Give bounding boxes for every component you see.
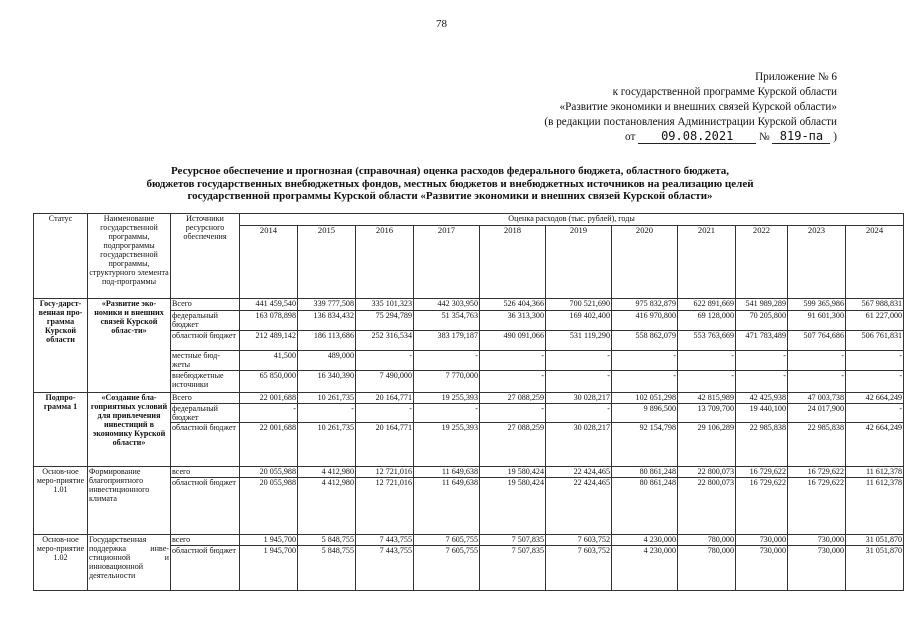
value-cell: 22 424,465: [546, 467, 612, 478]
value-cell: 16 729,622: [736, 478, 788, 535]
header-year: 2024: [846, 226, 904, 299]
value-cell: 91 601,300: [788, 311, 846, 331]
value-cell: 507 764,686: [788, 331, 846, 351]
value-cell: 553 763,669: [678, 331, 736, 351]
value-cell: 42 664,249: [846, 393, 904, 404]
value-cell: 75 294,789: [356, 311, 414, 331]
source-cell: всего: [171, 467, 240, 478]
value-cell: 22 800,073: [678, 467, 736, 478]
value-cell: 31 051,870: [846, 535, 904, 546]
source-cell: областной бюджет: [171, 331, 240, 351]
value-cell: 65 850,000: [240, 371, 298, 393]
value-cell: 30 028,217: [546, 393, 612, 404]
source-cell: Всего: [171, 299, 240, 311]
value-cell: 19 580,424: [480, 467, 546, 478]
decree-number: 819-па: [772, 130, 830, 144]
value-cell: 780,000: [678, 535, 736, 546]
value-cell: 102 051,298: [612, 393, 678, 404]
table-row: [34, 467, 904, 478]
value-cell: 7 605,755: [414, 535, 480, 546]
value-cell: 70 205,800: [736, 311, 788, 331]
value-cell: 136 834,432: [298, 311, 356, 331]
value-cell: 975 832,879: [612, 299, 678, 311]
value-cell: 80 861,248: [612, 467, 678, 478]
close-paren: ): [833, 131, 837, 143]
value-cell: -: [546, 351, 612, 371]
source-cell: внебюджетные источники: [171, 371, 240, 393]
title-line: Ресурсное обеспечение и прогнозная (справочная) оценка расходов федерального бюджета, областного бюджета,: [170, 165, 730, 177]
value-cell: 30 028,217: [546, 423, 612, 467]
source-cell: федеральный бюджет: [171, 404, 240, 423]
value-cell: 24 017,900: [788, 404, 846, 423]
value-cell: 19 440,100: [736, 404, 788, 423]
value-cell: 7 443,755: [356, 535, 414, 546]
value-cell: 212 489,142: [240, 331, 298, 351]
value-cell: 11 649,638: [414, 467, 480, 478]
program-name-cell: Формирование благоприятного инвестиционного климата: [88, 467, 171, 535]
value-cell: 16 729,622: [736, 467, 788, 478]
value-cell: -: [414, 351, 480, 371]
table-row: [34, 535, 904, 546]
value-cell: -: [846, 371, 904, 393]
value-cell: 4 230,000: [612, 535, 678, 546]
value-cell: 780,000: [678, 546, 736, 591]
value-cell: -: [788, 371, 846, 393]
value-cell: 7 770,000: [414, 371, 480, 393]
status-cell: Основ-ное меро-приятие 1.01: [34, 467, 88, 535]
value-cell: 1 945,700: [240, 546, 298, 591]
status-cell: Подпро-грамма 1: [34, 393, 88, 467]
value-cell: 541 989,289: [736, 299, 788, 311]
source-cell: областной бюджет: [171, 478, 240, 535]
table-row: [34, 299, 904, 311]
value-cell: 700 521,690: [546, 299, 612, 311]
source-cell: местные бюд-жеты: [171, 351, 240, 371]
document-title: [40, 165, 860, 203]
value-cell: 19 580,424: [480, 478, 546, 535]
value-cell: 5 848,755: [298, 535, 356, 546]
value-cell: -: [678, 351, 736, 371]
value-cell: 41,500: [240, 351, 298, 371]
value-cell: 12 721,016: [356, 467, 414, 478]
header-year: 2015: [298, 226, 356, 299]
value-cell: 622 891,669: [678, 299, 736, 311]
value-cell: 7 507,835: [480, 546, 546, 591]
value-cell: -: [356, 351, 414, 371]
header-estimate: Оценка расходов (тыс. рублей), годы: [240, 214, 904, 226]
value-cell: 599 365,986: [788, 299, 846, 311]
value-cell: 92 154,798: [612, 423, 678, 467]
value-cell: 42 815,989: [678, 393, 736, 404]
value-cell: 730,000: [788, 546, 846, 591]
header-year: 2019: [546, 226, 612, 299]
value-cell: 11 612,378: [846, 467, 904, 478]
number-label: №: [758, 131, 770, 143]
value-cell: -: [298, 404, 356, 423]
header-status: Статус: [34, 214, 88, 299]
value-cell: 7 603,752: [546, 535, 612, 546]
status-cell: Госу-дарст-венная про-грамма Курской области: [34, 299, 88, 393]
value-cell: 42 664,249: [846, 423, 904, 467]
value-cell: 335 101,323: [356, 299, 414, 311]
value-cell: 16 729,622: [788, 467, 846, 478]
value-cell: -: [846, 351, 904, 371]
value-cell: 506 761,831: [846, 331, 904, 351]
value-cell: 13 709,700: [678, 404, 736, 423]
value-cell: 567 988,831: [846, 299, 904, 311]
value-cell: 20 055,988: [240, 467, 298, 478]
value-cell: 730,000: [736, 535, 788, 546]
value-cell: -: [546, 371, 612, 393]
value-cell: -: [546, 404, 612, 423]
value-cell: 12 721,016: [356, 478, 414, 535]
value-cell: -: [480, 351, 546, 371]
value-cell: 42 425,938: [736, 393, 788, 404]
value-cell: 9 896,500: [612, 404, 678, 423]
resource-table: [33, 213, 904, 591]
value-cell: 5 848,755: [298, 546, 356, 591]
appendix-header: [497, 70, 837, 145]
value-cell: 471 783,489: [736, 331, 788, 351]
value-cell: -: [788, 351, 846, 371]
value-cell: 490 091,066: [480, 331, 546, 351]
header-year: 2016: [356, 226, 414, 299]
value-cell: 4 412,980: [298, 467, 356, 478]
value-cell: -: [678, 371, 736, 393]
value-cell: 163 078,898: [240, 311, 298, 331]
value-cell: 20 164,771: [356, 393, 414, 404]
value-cell: 1 945,700: [240, 535, 298, 546]
decree-date-line: [497, 130, 837, 145]
value-cell: 51 354,763: [414, 311, 480, 331]
value-cell: 22 001,688: [240, 423, 298, 467]
value-cell: 7 507,835: [480, 535, 546, 546]
value-cell: 27 088,259: [480, 393, 546, 404]
value-cell: 69 128,000: [678, 311, 736, 331]
value-cell: 531 119,290: [546, 331, 612, 351]
program-name-cell: Государственная поддержка инве-стиционной и инновационной деятельности: [88, 535, 171, 591]
source-cell: всего: [171, 535, 240, 546]
value-cell: -: [612, 351, 678, 371]
value-cell: 16 340,390: [298, 371, 356, 393]
value-cell: 526 404,366: [480, 299, 546, 311]
status-cell: Основ-ное меро-приятие 1.02: [34, 535, 88, 591]
value-cell: 19 255,393: [414, 393, 480, 404]
value-cell: 252 316,534: [356, 331, 414, 351]
value-cell: 22 424,465: [546, 478, 612, 535]
value-cell: 558 862,079: [612, 331, 678, 351]
value-cell: 169 402,400: [546, 311, 612, 331]
program-name-cell: «Развитие эко-номики и внешних связей Курской облас-ти»: [88, 299, 171, 393]
value-cell: 20 055,988: [240, 478, 298, 535]
value-cell: -: [414, 404, 480, 423]
appendix-title: Приложение № 6: [755, 71, 837, 83]
header-source: Источники ресурсного обеспечения: [171, 214, 240, 299]
value-cell: 11 612,378: [846, 478, 904, 535]
value-cell: 47 003,738: [788, 393, 846, 404]
decree-date: 09.08.2021: [638, 130, 756, 144]
value-cell: 339 777,508: [298, 299, 356, 311]
value-cell: 29 106,289: [678, 423, 736, 467]
value-cell: 36 313,300: [480, 311, 546, 331]
header-year: 2014: [240, 226, 298, 299]
header-year: 2017: [414, 226, 480, 299]
value-cell: 11 649,638: [414, 478, 480, 535]
appendix-line: (в редакции постановления Администрации Курской области: [544, 116, 837, 128]
source-cell: областной бюджет: [171, 423, 240, 467]
value-cell: 22 001,688: [240, 393, 298, 404]
value-cell: 22 985,838: [736, 423, 788, 467]
value-cell: 7 603,752: [546, 546, 612, 591]
value-cell: 186 113,686: [298, 331, 356, 351]
value-cell: 61 227,000: [846, 311, 904, 331]
table-row: [34, 393, 904, 404]
value-cell: 383 179,187: [414, 331, 480, 351]
source-cell: Всего: [171, 393, 240, 404]
program-name-cell: «Создание бла-гоприятных условий для привлечения инвестиций в экономику Курской области»: [88, 393, 171, 467]
value-cell: 20 164,771: [356, 423, 414, 467]
value-cell: 22 800,073: [678, 478, 736, 535]
value-cell: 4 230,000: [612, 546, 678, 591]
header-year: 2018: [480, 226, 546, 299]
value-cell: 27 088,259: [480, 423, 546, 467]
title-line: бюджетов государственных внебюджетных фондов, местных бюджетов и внебюджетных источников на реализацию целей: [146, 177, 754, 190]
source-cell: областной бюджет: [171, 546, 240, 591]
from-label: от: [625, 131, 636, 143]
value-cell: -: [736, 371, 788, 393]
header-year: 2020: [612, 226, 678, 299]
value-cell: -: [612, 371, 678, 393]
value-cell: 4 412,980: [298, 478, 356, 535]
appendix-line: «Развитие экономики и внешних связей Курской области»: [559, 101, 837, 113]
value-cell: -: [356, 404, 414, 423]
header-year: 2021: [678, 226, 736, 299]
value-cell: 19 255,393: [414, 423, 480, 467]
value-cell: 7 443,755: [356, 546, 414, 591]
page-number: 78: [436, 18, 447, 30]
value-cell: -: [240, 404, 298, 423]
value-cell: 16 729,622: [788, 478, 846, 535]
value-cell: -: [846, 404, 904, 423]
value-cell: 22 985,838: [788, 423, 846, 467]
value-cell: 442 303,950: [414, 299, 480, 311]
value-cell: 489,000: [298, 351, 356, 371]
value-cell: 80 861,248: [612, 478, 678, 535]
value-cell: 730,000: [788, 535, 846, 546]
value-cell: 7 605,755: [414, 546, 480, 591]
value-cell: 10 261,735: [298, 423, 356, 467]
value-cell: -: [480, 404, 546, 423]
value-cell: 7 490,000: [356, 371, 414, 393]
header-name: Наименование государственной программы, подпрограммы государственной программы, структурного элемента под-программы: [88, 214, 171, 299]
value-cell: 10 261,735: [298, 393, 356, 404]
header-year: 2023: [788, 226, 846, 299]
value-cell: 31 051,870: [846, 546, 904, 591]
value-cell: -: [736, 351, 788, 371]
value-cell: 416 970,800: [612, 311, 678, 331]
title-line: государственной программы Курской области «Развитие экономики и внешних связей Курской области»: [187, 190, 713, 202]
value-cell: 730,000: [736, 546, 788, 591]
header-year: 2022: [736, 226, 788, 299]
source-cell: федеральный бюджет: [171, 311, 240, 331]
appendix-line: к государственной программе Курской области: [612, 86, 837, 98]
value-cell: -: [480, 371, 546, 393]
value-cell: 441 459,540: [240, 299, 298, 311]
